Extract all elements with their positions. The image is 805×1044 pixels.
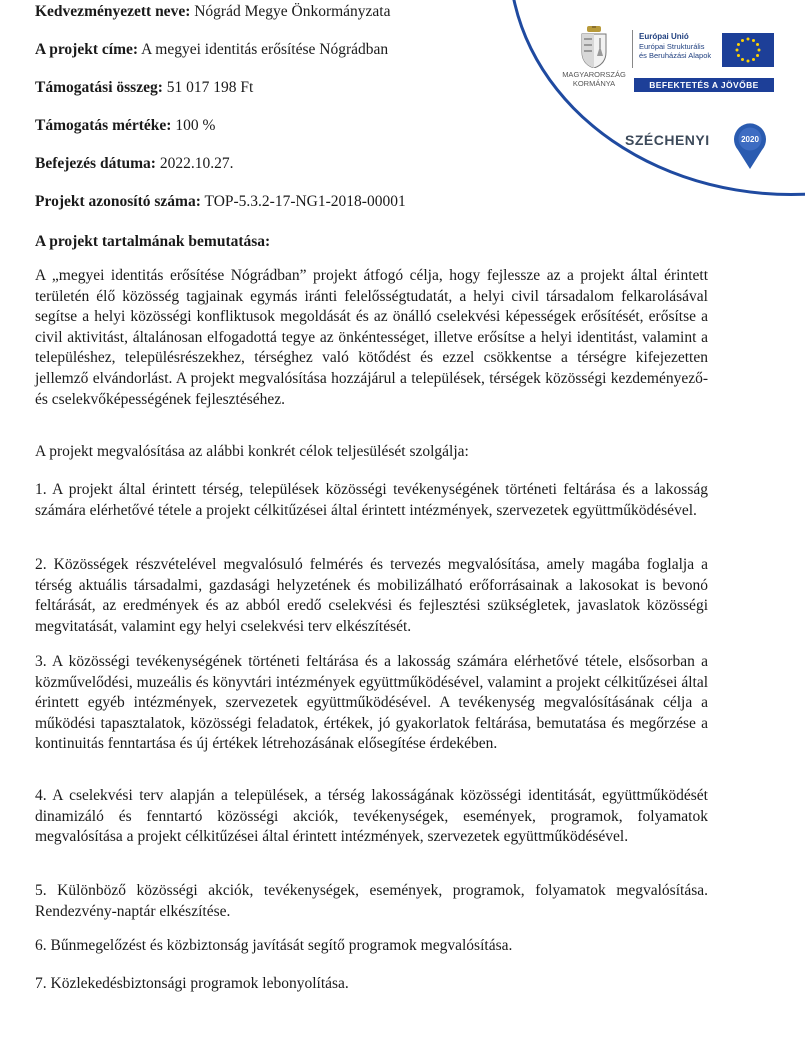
- grant-rate-label: Támogatás mértéke:: [35, 117, 172, 134]
- project-title-line: [35, 41, 388, 59]
- invest-slogan: BEFEKTETÉS A JÖVŐBE: [634, 78, 774, 92]
- szechenyi-pin-icon: [732, 122, 768, 170]
- hungary-government-text: [550, 70, 638, 88]
- eu-star: [756, 43, 759, 46]
- project-title-value: A megyei identitás erősítése Nógrádban: [141, 41, 389, 58]
- szechenyi-text: SZÉCHENYI: [625, 132, 710, 148]
- eu-star: [747, 38, 750, 41]
- grant-rate-value: 100 %: [175, 117, 216, 134]
- intro-paragraph: A „megyei identitás erősítése Nógrádban” projekt átfogó célja, hogy fejlessze az a projekt által érintett területén élő közösség tagjainak egymás iránti felelősségtudatát, a helyi civil társadalom felkarolásával segítse a helyi közösségi konfliktusok megoldását és az önálló cselekvési képességek erősítését, erősítse a civil aktivitást, általánosan elfogadottá tegye az önkéntességet, illetve erősítse a helyi identitást, valamint a településhez, településrészekhez, térséghez való kötődést és ezzel csökkentse a térségre kifejezetten jellemző elvándorlást. A projekt megvalósítása hozzájárul a települések, térségek közösségi kezdeményező- és cselekvőképességének fejlesztéséhez.: [35, 267, 708, 408]
- hungary-line-1: MAGYARORSZÁG: [562, 70, 626, 79]
- eu-line-1: Európai Unió: [639, 32, 689, 41]
- grant-amount-line: [35, 79, 253, 97]
- goal-item-2: 2. Közösségek részvételével megvalósuló felmérés és tervezés megvalósítása, amely magába foglalja a térség aktuális társadalmi, gazdasági helyzetének és mobilizálható erőforrásainak a lakosokat is bevonó feltárását, az eredmények és az abból eredő cselekvési és fejlesztési szükségletek, javaslatok közösségi megvitatását, valamint egy helyi cselekvési terv elkészítését.: [35, 556, 708, 635]
- goal-item-1: 1. A projekt által érintett térség, települések közösségi tevékenységének történeti feltárása és a lakosság számára elérhetővé tétele a projekt célkitűzései által érintett intézmények, szervezetek együttműködésével.: [35, 481, 708, 519]
- logo-divider: [632, 30, 633, 68]
- beneficiary-label: Kedvezményezett neve:: [35, 3, 191, 20]
- eu-star: [737, 54, 740, 57]
- eu-star: [758, 49, 761, 52]
- beneficiary-value: Nógrád Megye Önkormányzata: [194, 3, 391, 20]
- goals-intro: A projekt megvalósítása az alábbi konkrét célok teljesülését szolgálja:: [35, 443, 469, 460]
- eu-line-2: Európai Strukturális: [639, 41, 705, 51]
- completion-date-label: Befejezés dátuma:: [35, 155, 156, 172]
- grant-amount-label: Támogatási összeg:: [35, 79, 163, 96]
- goal-item-7: 7. Közlekedésbiztonsági programok lebonyolítása.: [35, 975, 349, 992]
- project-id-line: [35, 193, 406, 211]
- szechenyi-year: 2020: [741, 135, 759, 144]
- goal-item-3: 3. A közösségi tevékenységének történeti feltárása és a lakosság számára elérhetővé tétele, elsősorban a közművelődési, muzeális és könyvtári intézmények együttműködésével, valamint a projekt célkitűzései által érintett egyéb intézmények, szervezetek együttműködésével. A tevékenység megvalósításának célja a működési tapasztalatok, közösségi feladatok, értékek, jó gyakorlatok feltárása, bemutatása és megőrzése a kontinuitás fenntartása és új értékek létrehozásának elősegítése érdekében.: [35, 653, 708, 753]
- grant-amount-value: 51 017 198 Ft: [166, 79, 254, 96]
- beneficiary-line: [35, 3, 391, 21]
- eu-star: [752, 39, 755, 42]
- project-id-label: Projekt azonosító száma:: [35, 193, 201, 210]
- eu-star: [747, 60, 750, 63]
- goal-item-6: 6. Bűnmegelőzést és közbiztonság javítását segítő programok megvalósítása.: [35, 937, 513, 954]
- project-title-label: A projekt címe:: [35, 41, 139, 58]
- project-id-value: TOP-5.3.2-17-NG1-2018-00001: [204, 193, 406, 210]
- section-title: A projekt tartalmának bemutatása:: [35, 233, 271, 250]
- eu-star: [741, 58, 744, 61]
- eu-star: [756, 54, 759, 57]
- eu-star: [736, 49, 739, 52]
- eu-line-3: és Beruházási Alapok: [639, 51, 712, 60]
- grant-rate-line: [35, 117, 215, 135]
- completion-date-value: 2022.10.27.: [159, 155, 234, 172]
- goal-item-5: 5. Különböző közösségi akciók, tevékenységek, események, programok, folyamatok megvalósítása. Rendezvény-naptár elkészítése.: [35, 882, 708, 920]
- hungarian-coat-of-arms-icon: [578, 26, 610, 68]
- eu-flag-icon: [722, 33, 774, 67]
- completion-date-line: [35, 155, 233, 173]
- eu-star: [737, 43, 740, 46]
- eu-star: [752, 58, 755, 61]
- hungary-line-2: KORMÁNYA: [572, 79, 616, 88]
- eu-star: [741, 39, 744, 42]
- eu-text-block: [639, 32, 711, 61]
- goal-item-4: 4. A cselekvési terv alapján a települések, a térség lakosságának közösségi identitását, együttműködését dinamizáló és fenntartó közösségi akciók, tevékenységek, események, programok, folyamatok megvalósítása a projekt célkitűzései által érintett intézmények, szervezetek együttműködésével.: [35, 787, 708, 846]
